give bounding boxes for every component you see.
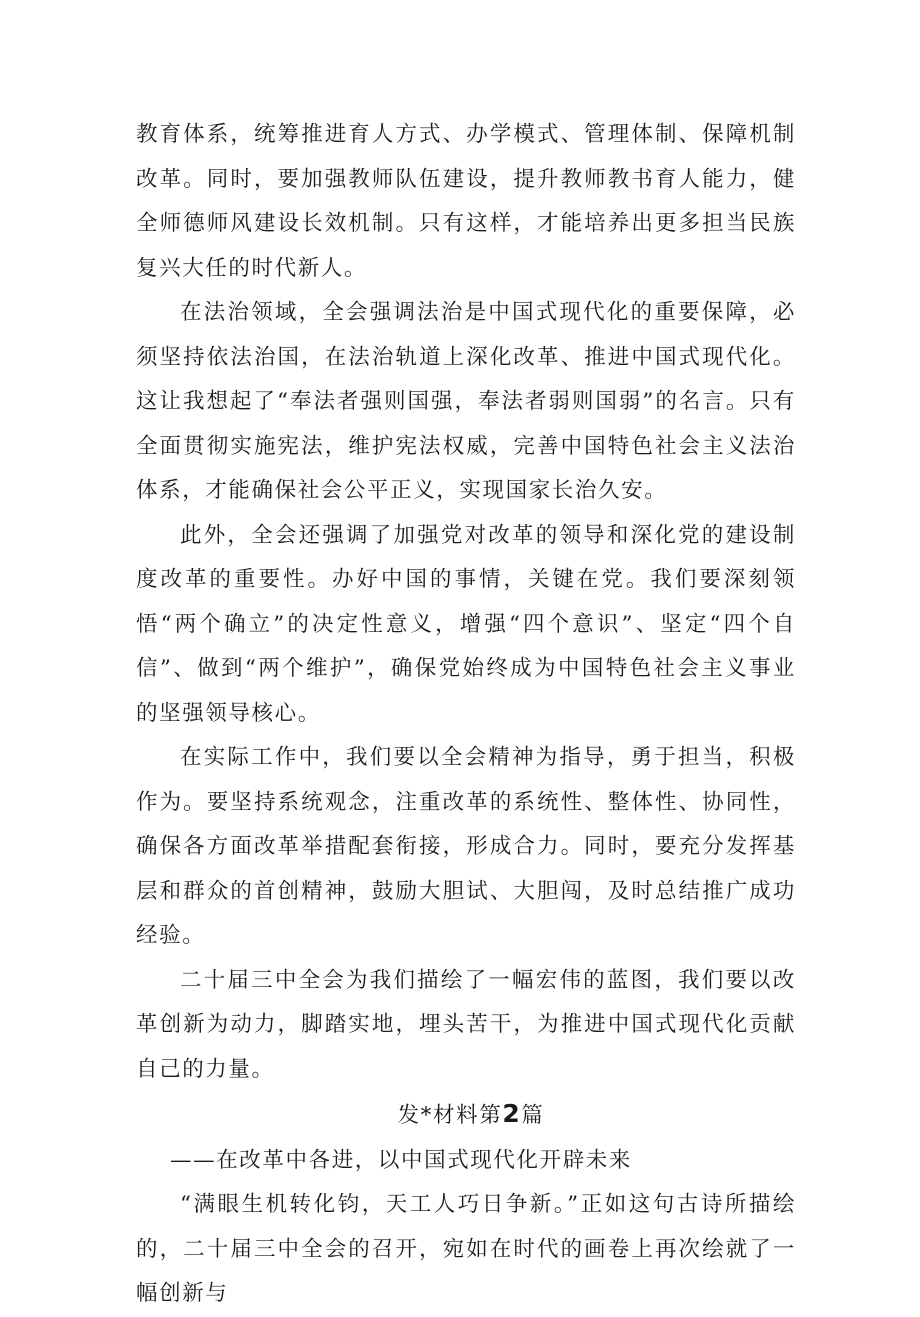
section-heading xyxy=(136,1092,796,1139)
section-heading-suffix: 篇 xyxy=(521,1103,545,1128)
paragraph-rule-of-law: 在法治领域，全会强调法治是中国式现代化的重要保障，必须坚持依法治国，在法治轨道上深化改革、推进中国式现代化。这让我想起了“奉法者强则国强，奉法者弱则国弱”的名言。只有全面贯彻实施宪法，维护宪法权威，完善中国特色社会主义法治体系，才能确保社会公平正义，实现国家长治久安。 xyxy=(136,300,796,503)
section-heading-number: 2 xyxy=(502,1099,522,1128)
paragraph-party-leadership: 此外，全会还强调了加强党对改革的领导和深化党的建设制度改革的重要性。办好中国的事情，关键在党。我们要深刻领悟“两个确立”的决定性意义，增强“四个意识”、坚定“四个自信”、做到“两个维护”，确保党始终成为中国特色社会主义事业的坚强领导核心。 xyxy=(136,522,796,726)
paragraph-practical-work: 在实际工作中，我们要以全会精神为指导，勇于担当，积极作为。要坚持系统观念，注重改革的系统性、整体性、协同性，确保各方面改革举措配套衔接，形成合力。同时，要充分发挥基层和群众的首创精神，鼓励大胆试、大胆闯，及时总结推广成功经验。 xyxy=(136,745,796,948)
document-body xyxy=(136,113,796,1317)
section-subtitle: ——在改革中各进，以中国式现代化开辟未来 xyxy=(170,1147,633,1173)
section-heading-prefix: 发*材料第 xyxy=(397,1103,503,1128)
paragraph-conclusion: 二十届三中全会为我们描绘了一幅宏伟的蓝图，我们要以改革创新为动力，脚踏实地，埋头苦干，为推进中国式现代化贡献自己的力量。 xyxy=(136,967,796,1082)
paragraph-section-opening: “满眼生机转化钧，天工人巧日争新。”正如这句古诗所描绘的，二十届三中全会的召开，宛如在时代的画卷上再次绘就了一幅创新与 xyxy=(136,1192,796,1306)
paragraph-education-continued: 教育体系，统筹推进育人方式、办学模式、管理体制、保障机制改革。同时，要加强教师队伍建设，提升教师教书育人能力，健全师德师风建设长效机制。只有这样，才能培养出更多担当民族复兴大任的时代新人。 xyxy=(136,122,796,281)
